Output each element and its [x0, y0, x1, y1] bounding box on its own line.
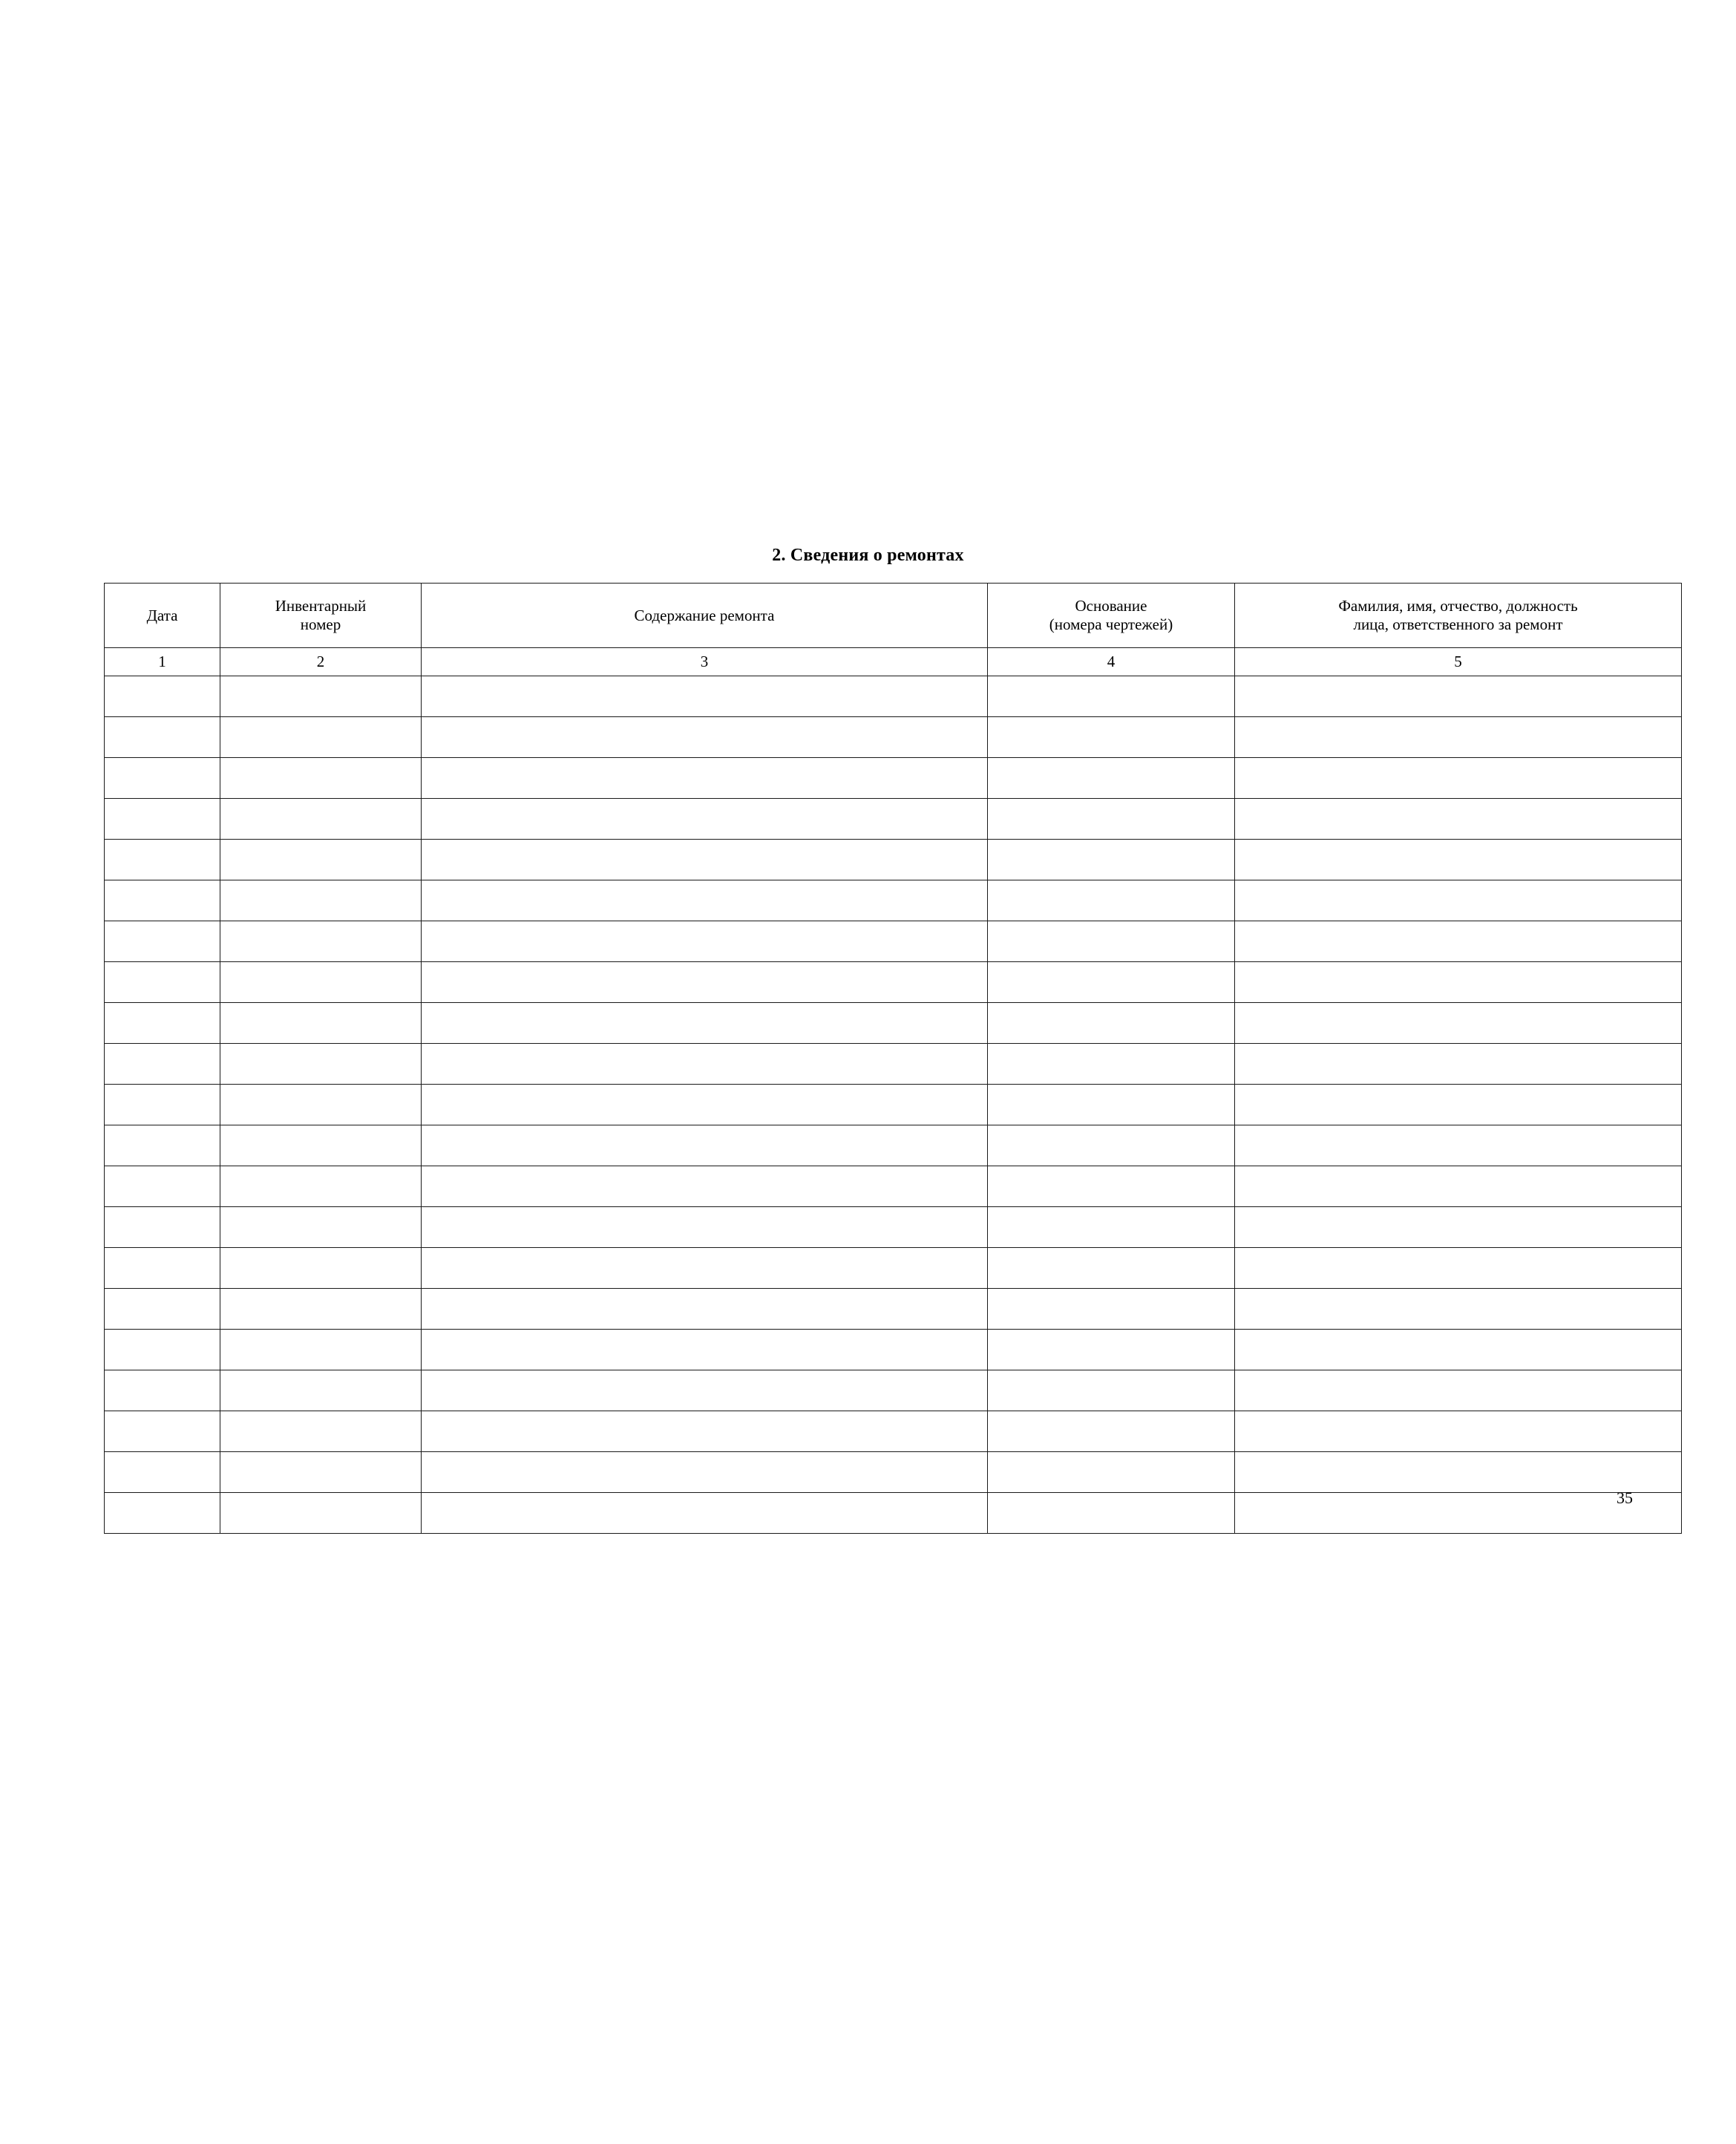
cell-date[interactable] — [105, 1370, 220, 1411]
cell-date[interactable] — [105, 921, 220, 962]
cell-responsible-person[interactable] — [1235, 1248, 1682, 1289]
cell-inventory-number[interactable] — [220, 1044, 422, 1085]
cell-responsible-person[interactable] — [1235, 676, 1682, 717]
table-row — [105, 1003, 1682, 1044]
cell-inventory-number[interactable] — [220, 676, 422, 717]
column-number-3: 3 — [422, 648, 988, 676]
cell-responsible-person[interactable] — [1235, 880, 1682, 921]
table-row — [105, 1370, 1682, 1411]
cell-inventory-number[interactable] — [220, 1166, 422, 1207]
cell-responsible-person[interactable] — [1235, 1003, 1682, 1044]
cell-responsible-person[interactable] — [1235, 1125, 1682, 1166]
column-header-repair-content-line-1: Содержание ремонта — [634, 606, 775, 624]
table-row — [105, 962, 1682, 1003]
cell-repair-content[interactable] — [422, 1330, 988, 1370]
cell-repair-content[interactable] — [422, 717, 988, 758]
repairs-table — [104, 583, 1682, 1534]
cell-responsible-person[interactable] — [1235, 1085, 1682, 1125]
cell-inventory-number[interactable] — [220, 1330, 422, 1370]
cell-date[interactable] — [105, 799, 220, 840]
cell-inventory-number[interactable] — [220, 1289, 422, 1330]
cell-inventory-number[interactable] — [220, 1248, 422, 1289]
cell-basis[interactable] — [988, 880, 1235, 921]
cell-repair-content[interactable] — [422, 1370, 988, 1411]
cell-inventory-number[interactable] — [220, 1085, 422, 1125]
cell-repair-content[interactable] — [422, 880, 988, 921]
cell-basis[interactable] — [988, 676, 1235, 717]
cell-basis[interactable] — [988, 1411, 1235, 1452]
cell-inventory-number[interactable] — [220, 1370, 422, 1411]
column-header-inventory-number-line-2: номер — [300, 615, 341, 633]
cell-repair-content[interactable] — [422, 1003, 988, 1044]
cell-basis[interactable] — [988, 1248, 1235, 1289]
cell-repair-content[interactable] — [422, 1248, 988, 1289]
cell-date[interactable] — [105, 1166, 220, 1207]
cell-inventory-number[interactable] — [220, 1125, 422, 1166]
cell-repair-content[interactable] — [422, 758, 988, 799]
cell-date[interactable] — [105, 880, 220, 921]
cell-repair-content[interactable] — [422, 1411, 988, 1452]
cell-date[interactable] — [105, 1125, 220, 1166]
page-title: 2. Сведения о ремонтах — [772, 546, 964, 565]
cell-basis[interactable] — [988, 799, 1235, 840]
column-header-responsible-person — [1235, 584, 1682, 648]
cell-repair-content[interactable] — [422, 799, 988, 840]
cell-repair-content[interactable] — [422, 1166, 988, 1207]
cell-basis[interactable] — [988, 1370, 1235, 1411]
cell-basis[interactable] — [988, 1003, 1235, 1044]
table-header — [105, 584, 1682, 676]
column-header-inventory-number-line-1: Инвентарный — [275, 597, 367, 615]
cell-date[interactable] — [105, 1289, 220, 1330]
cell-date[interactable] — [105, 1452, 220, 1493]
column-header-responsible-person-line-2: лица, ответственного за ремонт — [1353, 615, 1563, 633]
cell-basis[interactable] — [988, 758, 1235, 799]
cell-responsible-person[interactable] — [1235, 1044, 1682, 1085]
table-row — [105, 1166, 1682, 1207]
table-row — [105, 921, 1682, 962]
cell-repair-content[interactable] — [422, 1085, 988, 1125]
cell-inventory-number[interactable] — [220, 717, 422, 758]
table-row — [105, 799, 1682, 840]
cell-date[interactable] — [105, 676, 220, 717]
table-row — [105, 1330, 1682, 1370]
column-header-basis-line-1: Основание — [1075, 597, 1147, 615]
table-row — [105, 1207, 1682, 1248]
table-row — [105, 1044, 1682, 1085]
cell-date[interactable] — [105, 758, 220, 799]
cell-inventory-number[interactable] — [220, 1207, 422, 1248]
table-row — [105, 1125, 1682, 1166]
table-row — [105, 1411, 1682, 1452]
cell-date[interactable] — [105, 962, 220, 1003]
cell-date[interactable] — [105, 1003, 220, 1044]
cell-basis[interactable] — [988, 1330, 1235, 1370]
table-row — [105, 676, 1682, 717]
cell-repair-content[interactable] — [422, 1044, 988, 1085]
cell-responsible-person[interactable] — [1235, 921, 1682, 962]
table-row — [105, 880, 1682, 921]
column-header-date-line-1: Дата — [146, 606, 178, 624]
cell-basis[interactable] — [988, 1085, 1235, 1125]
cell-inventory-number[interactable] — [220, 880, 422, 921]
cell-basis[interactable] — [988, 962, 1235, 1003]
cell-basis[interactable] — [988, 840, 1235, 880]
header-row — [105, 584, 1682, 648]
cell-responsible-person[interactable] — [1235, 1370, 1682, 1411]
cell-basis[interactable] — [988, 1452, 1235, 1493]
cell-responsible-person[interactable] — [1235, 1207, 1682, 1248]
column-number-5: 5 — [1235, 648, 1682, 676]
cell-date[interactable] — [105, 1411, 220, 1452]
cell-inventory-number[interactable] — [220, 1452, 422, 1493]
cell-responsible-person[interactable] — [1235, 1166, 1682, 1207]
cell-responsible-person[interactable] — [1235, 1330, 1682, 1370]
cell-inventory-number[interactable] — [220, 799, 422, 840]
cell-date[interactable] — [105, 1248, 220, 1289]
column-number-4: 4 — [988, 648, 1235, 676]
column-number-2: 2 — [220, 648, 422, 676]
cell-responsible-person[interactable] — [1235, 799, 1682, 840]
cell-repair-content[interactable] — [422, 921, 988, 962]
cell-date[interactable] — [105, 840, 220, 880]
cell-repair-content[interactable] — [422, 676, 988, 717]
cell-responsible-person[interactable] — [1235, 1411, 1682, 1452]
cell-responsible-person[interactable] — [1235, 840, 1682, 880]
cell-date[interactable] — [105, 1207, 220, 1248]
table-row — [105, 1248, 1682, 1289]
cell-inventory-number[interactable] — [220, 921, 422, 962]
cell-inventory-number[interactable] — [220, 962, 422, 1003]
page-number: 35 — [1617, 1488, 1633, 1507]
cell-inventory-number[interactable] — [220, 840, 422, 880]
cell-basis[interactable] — [988, 717, 1235, 758]
cell-basis[interactable] — [988, 921, 1235, 962]
column-header-responsible-person-line-1: Фамилия, имя, отчество, должность — [1338, 597, 1578, 615]
cell-basis[interactable] — [988, 1044, 1235, 1085]
table-row — [105, 1452, 1682, 1493]
cell-responsible-person[interactable] — [1235, 717, 1682, 758]
column-number-1: 1 — [105, 648, 220, 676]
table-row — [105, 1085, 1682, 1125]
cell-repair-content[interactable] — [422, 1207, 988, 1248]
cell-repair-content[interactable] — [422, 840, 988, 880]
cell-date[interactable] — [105, 1085, 220, 1125]
cell-responsible-person[interactable] — [1235, 758, 1682, 799]
table-row — [105, 840, 1682, 880]
table-row — [105, 717, 1682, 758]
cell-repair-content[interactable] — [422, 1452, 988, 1493]
table-row — [105, 1289, 1682, 1330]
cell-basis[interactable] — [988, 1166, 1235, 1207]
cell-inventory-number[interactable] — [220, 1003, 422, 1044]
column-header-inventory-number — [220, 584, 422, 648]
cell-basis[interactable] — [988, 1125, 1235, 1166]
column-number-row — [105, 648, 1682, 676]
cell-basis[interactable] — [988, 1289, 1235, 1330]
cell-inventory-number[interactable] — [220, 1411, 422, 1452]
column-header-basis-line-2: (номера чертежей) — [1049, 615, 1173, 633]
table-row — [105, 758, 1682, 799]
table-body — [105, 676, 1682, 1534]
cell-responsible-person[interactable] — [1235, 962, 1682, 1003]
cell-date[interactable] — [105, 1044, 220, 1085]
cell-basis[interactable] — [988, 1207, 1235, 1248]
cell-repair-content[interactable] — [422, 1125, 988, 1166]
cell-repair-content[interactable] — [422, 1289, 988, 1330]
cell-responsible-person[interactable] — [1235, 1452, 1682, 1493]
cell-inventory-number[interactable] — [220, 758, 422, 799]
cell-repair-content[interactable] — [422, 962, 988, 1003]
column-header-date — [105, 584, 220, 648]
column-header-basis — [988, 584, 1235, 648]
repairs-table-container — [104, 583, 1633, 1534]
cell-date[interactable] — [105, 1330, 220, 1370]
cell-date[interactable] — [105, 717, 220, 758]
cell-responsible-person[interactable] — [1235, 1289, 1682, 1330]
column-header-repair-content — [422, 584, 988, 648]
